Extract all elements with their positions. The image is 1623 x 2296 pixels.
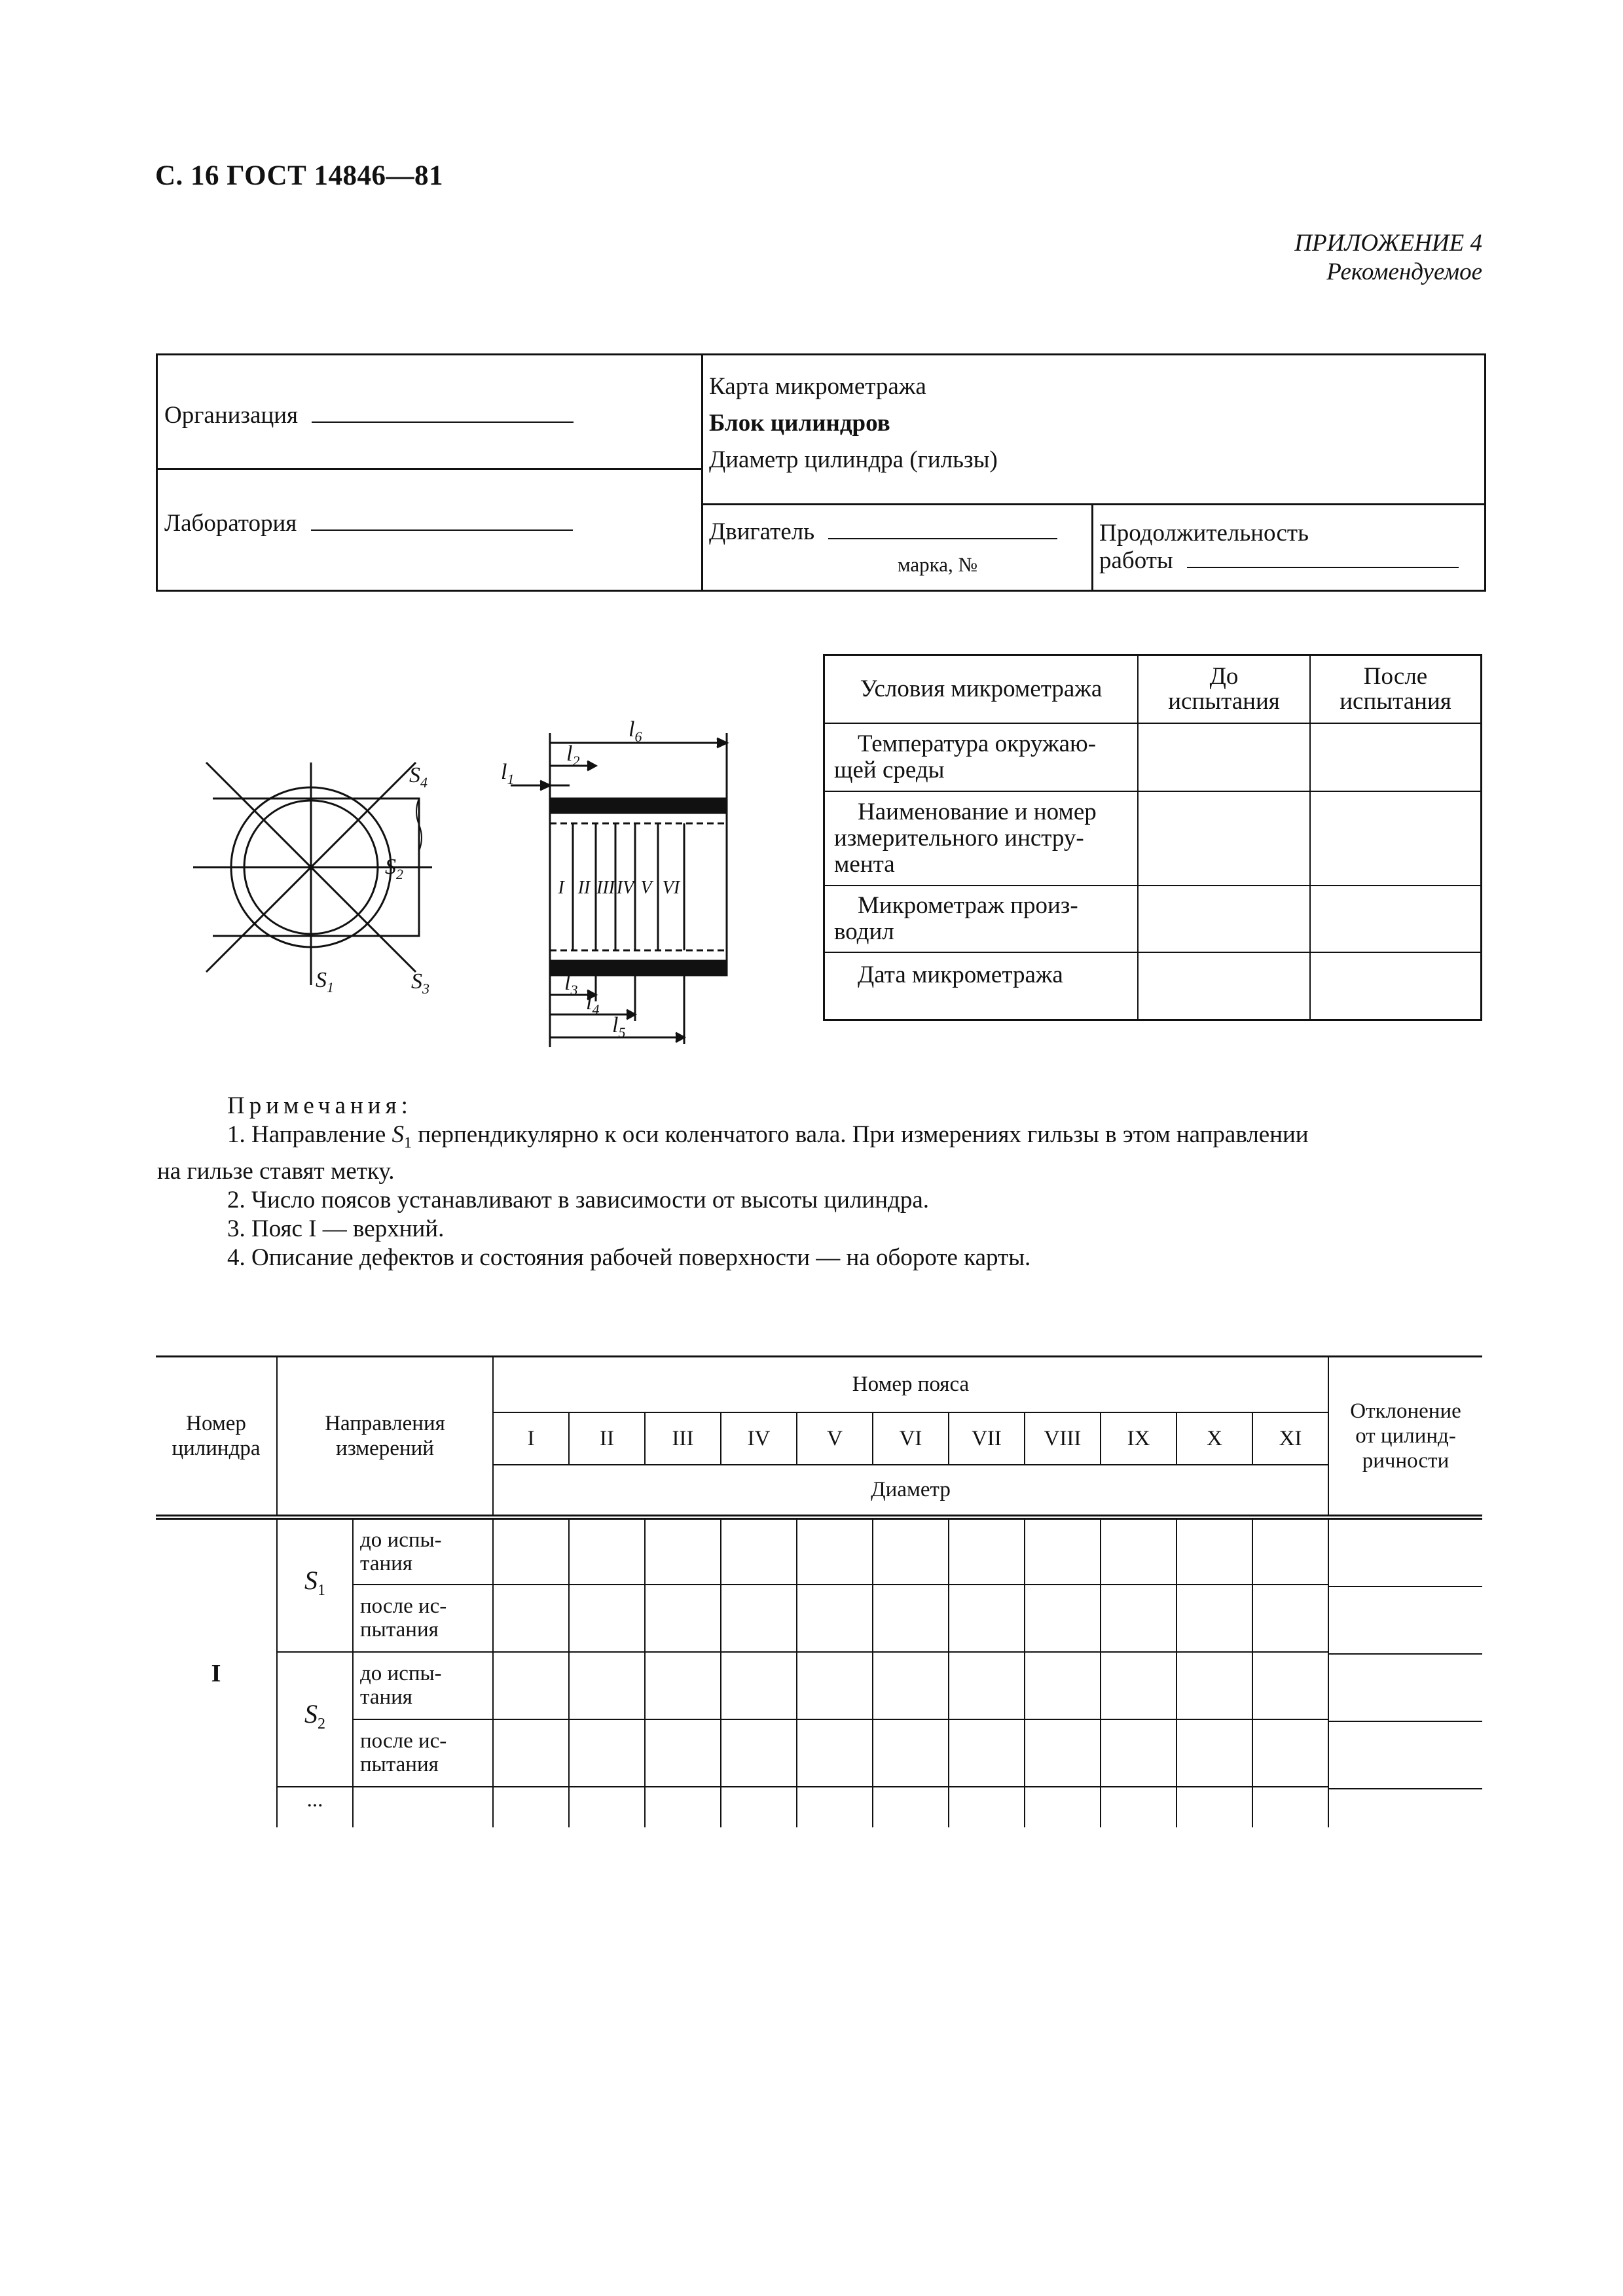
belt-col-header: XI: [1252, 1412, 1328, 1465]
data-cell[interactable]: [1252, 1652, 1328, 1719]
data-cell[interactable]: [721, 1652, 797, 1719]
duration-field[interactable]: [1099, 547, 1459, 575]
belt-col-header: V: [797, 1412, 873, 1465]
data-cell[interactable]: [949, 1517, 1025, 1585]
label-s2: $S_2$: [385, 855, 403, 882]
organization-label: Организация: [164, 402, 299, 429]
measurement-table: [156, 1355, 1482, 1827]
data-cell[interactable]: [493, 1585, 569, 1652]
data-cell[interactable]: [569, 1517, 645, 1585]
data-cell[interactable]: [1252, 1719, 1328, 1787]
liner-body: [550, 798, 727, 975]
appendix-subtitle: Рекомендуемое: [1326, 259, 1482, 285]
data-cell[interactable]: [797, 1585, 873, 1652]
before-header: До испытания: [1138, 655, 1310, 723]
data-cell[interactable]: [1025, 1585, 1101, 1652]
data-cell[interactable]: [1176, 1585, 1252, 1652]
belt-col-header: I: [493, 1412, 569, 1465]
belt-number-header: Номер пояса: [493, 1357, 1328, 1412]
data-cell[interactable]: [1101, 1517, 1176, 1585]
data-cell[interactable]: [645, 1652, 721, 1719]
data-cell[interactable]: [645, 1585, 721, 1652]
belt-label: II: [577, 878, 591, 898]
data-cell[interactable]: [949, 1652, 1025, 1719]
belt-label: I: [558, 878, 564, 898]
condition-row-label: Дата микрометража: [824, 952, 1139, 1020]
data-cell[interactable]: [1025, 1652, 1101, 1719]
dim-l5: $l_5$: [612, 1013, 626, 1041]
after-header: После испытания: [1310, 655, 1482, 723]
belt-col-header: II: [569, 1412, 645, 1465]
data-cell[interactable]: [645, 1517, 721, 1585]
row-before: до испы- тания: [353, 1517, 493, 1585]
engine-label: Двигатель: [709, 518, 815, 545]
note-3: 3. Пояс I — верхний.: [227, 1215, 445, 1243]
data-cell[interactable]: [1025, 1517, 1101, 1585]
notes-block: [157, 1092, 1482, 1272]
belt-col-header: VI: [873, 1412, 949, 1465]
microgauging-card-header: [156, 353, 1486, 592]
liner-wall-bottom: [550, 961, 727, 975]
data-cell[interactable]: [1176, 1517, 1252, 1585]
data-cell[interactable]: [873, 1719, 949, 1787]
data-cell[interactable]: [797, 1787, 873, 1827]
data-cell[interactable]: [797, 1517, 873, 1585]
duration-label-1: Продолжительность: [1099, 520, 1309, 547]
label-s1: $S_1$: [316, 968, 334, 996]
dim-l6: $l_6$: [629, 717, 642, 745]
engine-field[interactable]: [709, 518, 1057, 546]
organization-field[interactable]: [164, 401, 574, 429]
condition-row-label: Наименование и номер измерительного инстру- мента: [824, 791, 1139, 886]
note-2: 2. Число поясов устанавливают в зависимости от высоты цилиндра.: [227, 1187, 930, 1214]
label-s4: $S_4$: [409, 763, 428, 791]
condition-after-cell[interactable]: [1310, 791, 1482, 886]
card-block: Блок цилиндров: [709, 410, 890, 437]
duration-line: [1187, 567, 1459, 568]
data-cell[interactable]: [721, 1517, 797, 1585]
direction-s2: $S_2$: [277, 1652, 353, 1787]
card-diameter: Диаметр цилиндра (гильзы): [709, 446, 998, 473]
belt-label: VI: [662, 878, 680, 898]
laboratory-label: Лаборатория: [164, 510, 297, 537]
data-cell[interactable]: [1252, 1787, 1328, 1827]
data-cell[interactable]: [949, 1719, 1025, 1787]
data-cell[interactable]: [1101, 1652, 1176, 1719]
condition-row-label: Температура окружаю- щей среды: [824, 723, 1139, 791]
dim-l1: $l_1$: [501, 760, 515, 787]
data-cell[interactable]: [949, 1585, 1025, 1652]
belt-col-header: III: [645, 1412, 721, 1465]
data-cell[interactable]: [569, 1787, 645, 1827]
condition-after-cell[interactable]: [1310, 723, 1482, 791]
label-s3: $S_3$: [411, 969, 429, 997]
conditions-table: [823, 654, 1482, 1021]
data-cell[interactable]: [721, 1585, 797, 1652]
cylinder-number: I: [156, 1517, 277, 1827]
data-cell[interactable]: [873, 1585, 949, 1652]
data-cell[interactable]: [1025, 1719, 1101, 1787]
data-cell[interactable]: [645, 1719, 721, 1787]
condition-before-cell[interactable]: [1138, 886, 1310, 952]
note-1: 1. Направление $S_1$ перпендикулярно к оси коленчатого вала. При измерениях гильзы в этом направлении: [227, 1121, 1309, 1152]
belt-col-header: IV: [721, 1412, 797, 1465]
page-header: С. 16 ГОСТ 14846—81: [155, 160, 444, 191]
notes-title: Примечания:: [227, 1092, 412, 1119]
card-title: Карта микрометража: [709, 373, 926, 400]
data-cell[interactable]: [797, 1719, 873, 1787]
data-cell[interactable]: [1101, 1585, 1176, 1652]
condition-row-label: Микрометраж произ- водил: [824, 886, 1139, 952]
data-cell[interactable]: [493, 1719, 569, 1787]
row-after: после ис- пытания: [353, 1585, 493, 1652]
engine-hint: марка, №: [898, 553, 978, 576]
laboratory-field[interactable]: [164, 509, 573, 537]
row-after: после ис- пытания: [353, 1719, 493, 1787]
data-cell[interactable]: [569, 1652, 645, 1719]
note-1-cont: на гильзе ставят метку.: [157, 1158, 395, 1185]
data-cell[interactable]: [569, 1585, 645, 1652]
deviation-cell[interactable]: [1328, 1517, 1482, 1827]
belt-col-header: VII: [949, 1412, 1025, 1465]
diameter-header: Диаметр: [493, 1465, 1328, 1517]
belt-col-header: VIII: [1025, 1412, 1101, 1465]
data-cell[interactable]: [721, 1719, 797, 1787]
data-cell[interactable]: [873, 1652, 949, 1719]
conditions-header: Условия микрометража: [824, 655, 1139, 723]
engine-line: [828, 538, 1057, 539]
belt-label: III: [596, 878, 615, 898]
data-cell[interactable]: [493, 1787, 569, 1827]
condition-after-cell[interactable]: [1310, 886, 1482, 952]
data-cell[interactable]: [569, 1719, 645, 1787]
data-cell[interactable]: [797, 1652, 873, 1719]
data-cell[interactable]: [873, 1517, 949, 1585]
condition-before-cell[interactable]: [1138, 952, 1310, 1020]
col-cylinder-header: Номер цилиндра: [156, 1357, 277, 1517]
dim-l4: $l_4$: [586, 990, 600, 1018]
dim-l3: $l_3$: [564, 971, 578, 998]
organization-line: [312, 422, 574, 423]
data-cell[interactable]: [493, 1517, 569, 1585]
data-cell[interactable]: [1101, 1719, 1176, 1787]
belt-col-header: IX: [1101, 1412, 1176, 1465]
belt-label: V: [640, 878, 652, 898]
liner-wall-top: [550, 798, 727, 813]
ellipsis-cell: ...: [277, 1787, 353, 1827]
direction-s1: $S_1$: [277, 1517, 353, 1652]
condition-before-cell[interactable]: [1138, 791, 1310, 886]
data-cell[interactable]: [493, 1652, 569, 1719]
col-directions-header: Направления измерений: [277, 1357, 493, 1517]
duration-label-2: работы: [1099, 547, 1173, 574]
cylinder-diagram: [177, 681, 740, 1073]
condition-after-cell[interactable]: [1310, 952, 1482, 1020]
data-cell[interactable]: [721, 1787, 797, 1827]
condition-before-cell[interactable]: [1138, 723, 1310, 791]
laboratory-line: [311, 529, 573, 531]
data-cell[interactable]: [873, 1787, 949, 1827]
data-cell[interactable]: [1025, 1787, 1101, 1827]
data-cell[interactable]: [645, 1787, 721, 1827]
data-cell[interactable]: [1101, 1787, 1176, 1827]
belt-col-header: X: [1176, 1412, 1252, 1465]
deviation-header: Отклонение от цилинд- ричности: [1328, 1357, 1482, 1517]
data-cell[interactable]: [1252, 1517, 1328, 1585]
row-before: до испы- тания: [353, 1652, 493, 1719]
data-cell[interactable]: [1252, 1585, 1328, 1652]
belt-label: IV: [616, 878, 634, 898]
dim-l2: $l_2$: [566, 742, 580, 769]
note-4: 4. Описание дефектов и состояния рабочей поверхности — на обороте карты.: [227, 1244, 1031, 1272]
data-cell[interactable]: [1176, 1787, 1252, 1827]
data-cell[interactable]: [949, 1787, 1025, 1827]
data-cell[interactable]: [1176, 1652, 1252, 1719]
data-cell[interactable]: [1176, 1719, 1252, 1787]
appendix-block: [1294, 229, 1482, 287]
appendix-title: ПРИЛОЖЕНИЕ 4: [1294, 230, 1482, 257]
